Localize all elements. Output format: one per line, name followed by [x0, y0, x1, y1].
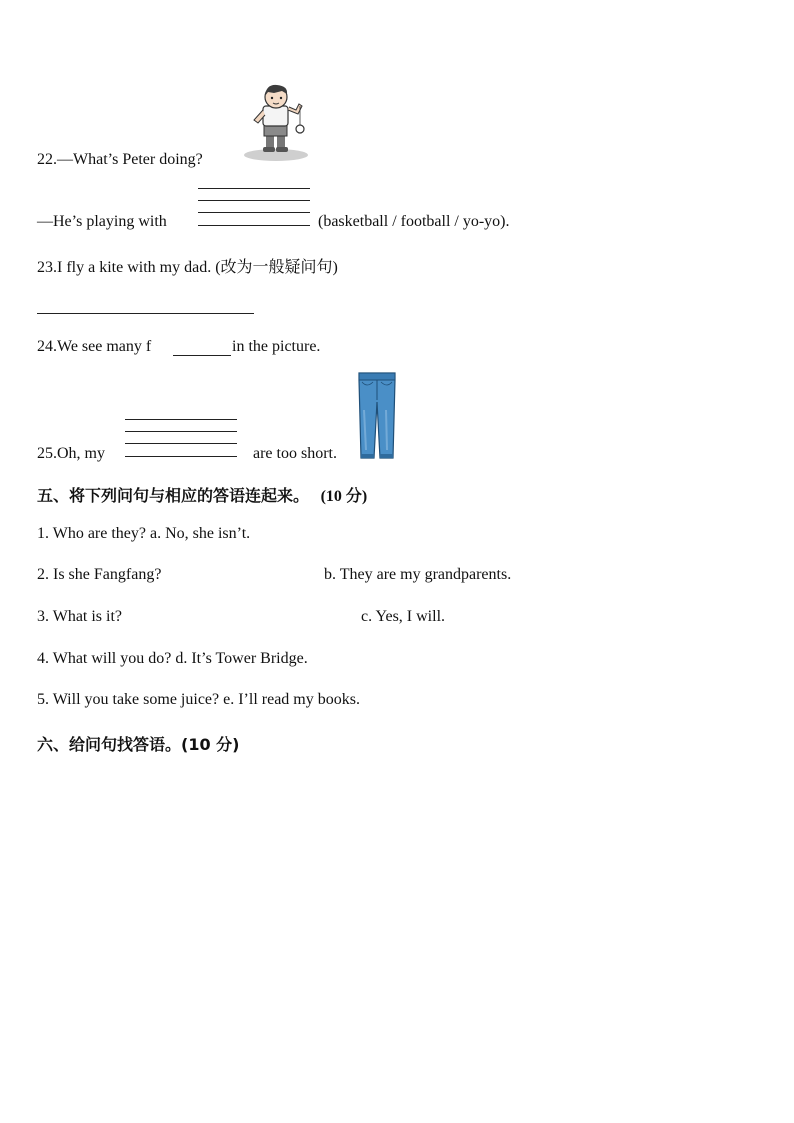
q22-answer-prefix: —He’s playing with	[37, 213, 167, 230]
section5-score: (10 分)	[320, 488, 368, 505]
section5-answer-b: b. They are my grandparents.	[324, 566, 512, 583]
q25-prefix: 25.Oh, my	[37, 445, 105, 462]
section5-item-4: 4. What will you do? d. It’s Tower Bridge.	[37, 650, 308, 667]
jeans-image	[356, 370, 398, 462]
q22-answer-line-1[interactable]	[198, 188, 310, 189]
q25-answer-line-1[interactable]	[125, 419, 237, 420]
q25-answer-line-2[interactable]	[125, 431, 237, 432]
section5-title	[37, 483, 367, 506]
q22-question: 22.—What’s Peter doing?	[37, 151, 203, 168]
q23-answer-line[interactable]	[37, 313, 254, 314]
section5-item-1: 1. Who are they? a. No, she isn’t.	[37, 525, 251, 542]
section5-item-2: 2. Is she Fangfang?	[37, 566, 162, 583]
section5-title-text: 五、将下列问句与相应的答语连起来。	[37, 486, 310, 505]
section5-item-3: 3. What is it?	[37, 608, 123, 625]
q22-answer-line-4[interactable]	[198, 225, 310, 226]
q22-answer-line-2[interactable]	[198, 200, 310, 201]
section6-title: 六、给问句找答语。(10 分)	[37, 735, 240, 754]
q23-question: 23.I fly a kite with my dad. (改为一般疑问句)	[37, 259, 338, 276]
q22-options: (basketball / football / yo-yo).	[318, 213, 510, 230]
q25-answer-line-3[interactable]	[125, 443, 237, 444]
q24-prefix: 24.We see many f	[37, 338, 152, 355]
q24-blank[interactable]	[173, 355, 231, 356]
section5-answer-c: c. Yes, I will.	[361, 608, 446, 625]
q25-answer-line-4[interactable]	[125, 456, 237, 457]
q25-suffix: are too short.	[253, 445, 337, 462]
boy-yoyo-image	[244, 84, 312, 162]
q24-suffix: in the picture.	[232, 338, 321, 355]
q22-answer-line-3[interactable]	[198, 212, 310, 213]
section5-item-5: 5. Will you take some juice? e. I’ll read my books.	[37, 691, 360, 708]
